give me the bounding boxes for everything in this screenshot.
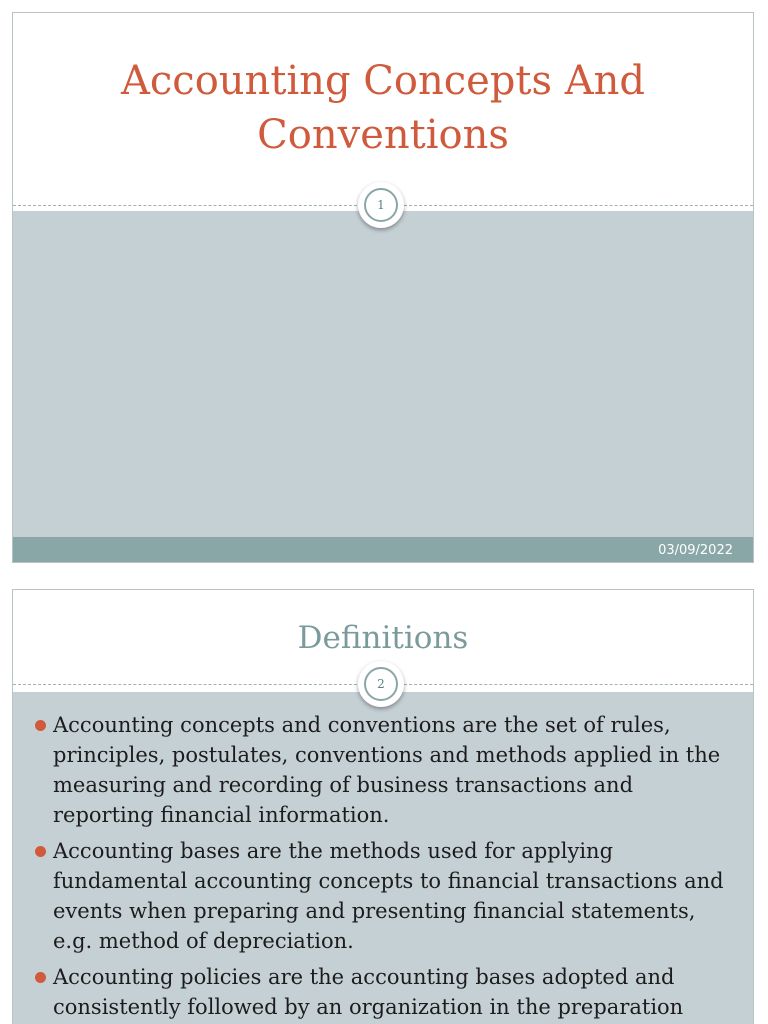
bullet-icon — [35, 972, 46, 983]
slide-1-content-area — [13, 211, 753, 537]
slide-1-date: 03/09/2022 — [658, 543, 733, 558]
slide-1-number-badge — [358, 182, 404, 228]
slide-1 — [12, 12, 754, 563]
slide-1-number: 1 — [364, 188, 398, 222]
bullet-text: Accounting bases are the methods used for applying fundamental accounting concepts to financial transactions and events when preparing and presenting financial statements, e.g. method of depreciation. — [53, 839, 724, 953]
slide-2-bullet-list — [33, 710, 733, 1024]
bullet-icon — [35, 720, 46, 731]
slide-2-number: 2 — [364, 667, 398, 701]
slide-2-title: Definitions — [297, 619, 469, 656]
slide-1-title-area — [13, 13, 753, 203]
slide-1-title: Accounting Concepts And Conventions — [121, 58, 645, 158]
bullet-item — [33, 836, 733, 956]
slide-2-number-badge — [358, 661, 404, 707]
bullet-text: Accounting policies are the accounting bases adopted and consistently followed by an organization in the preparation — [53, 965, 684, 1019]
bullet-text: Accounting concepts and conventions are the set of rules, principles, postulates, conventions and methods applied in the measuring and recording of business transactions and reporting financial information. — [53, 713, 721, 827]
bullet-item — [33, 962, 733, 1022]
bullet-icon — [35, 846, 46, 857]
bullet-item — [33, 710, 733, 830]
slide-2 — [12, 589, 754, 1024]
slide-1-footer — [13, 537, 753, 563]
slide-2-content-area — [13, 692, 753, 1024]
